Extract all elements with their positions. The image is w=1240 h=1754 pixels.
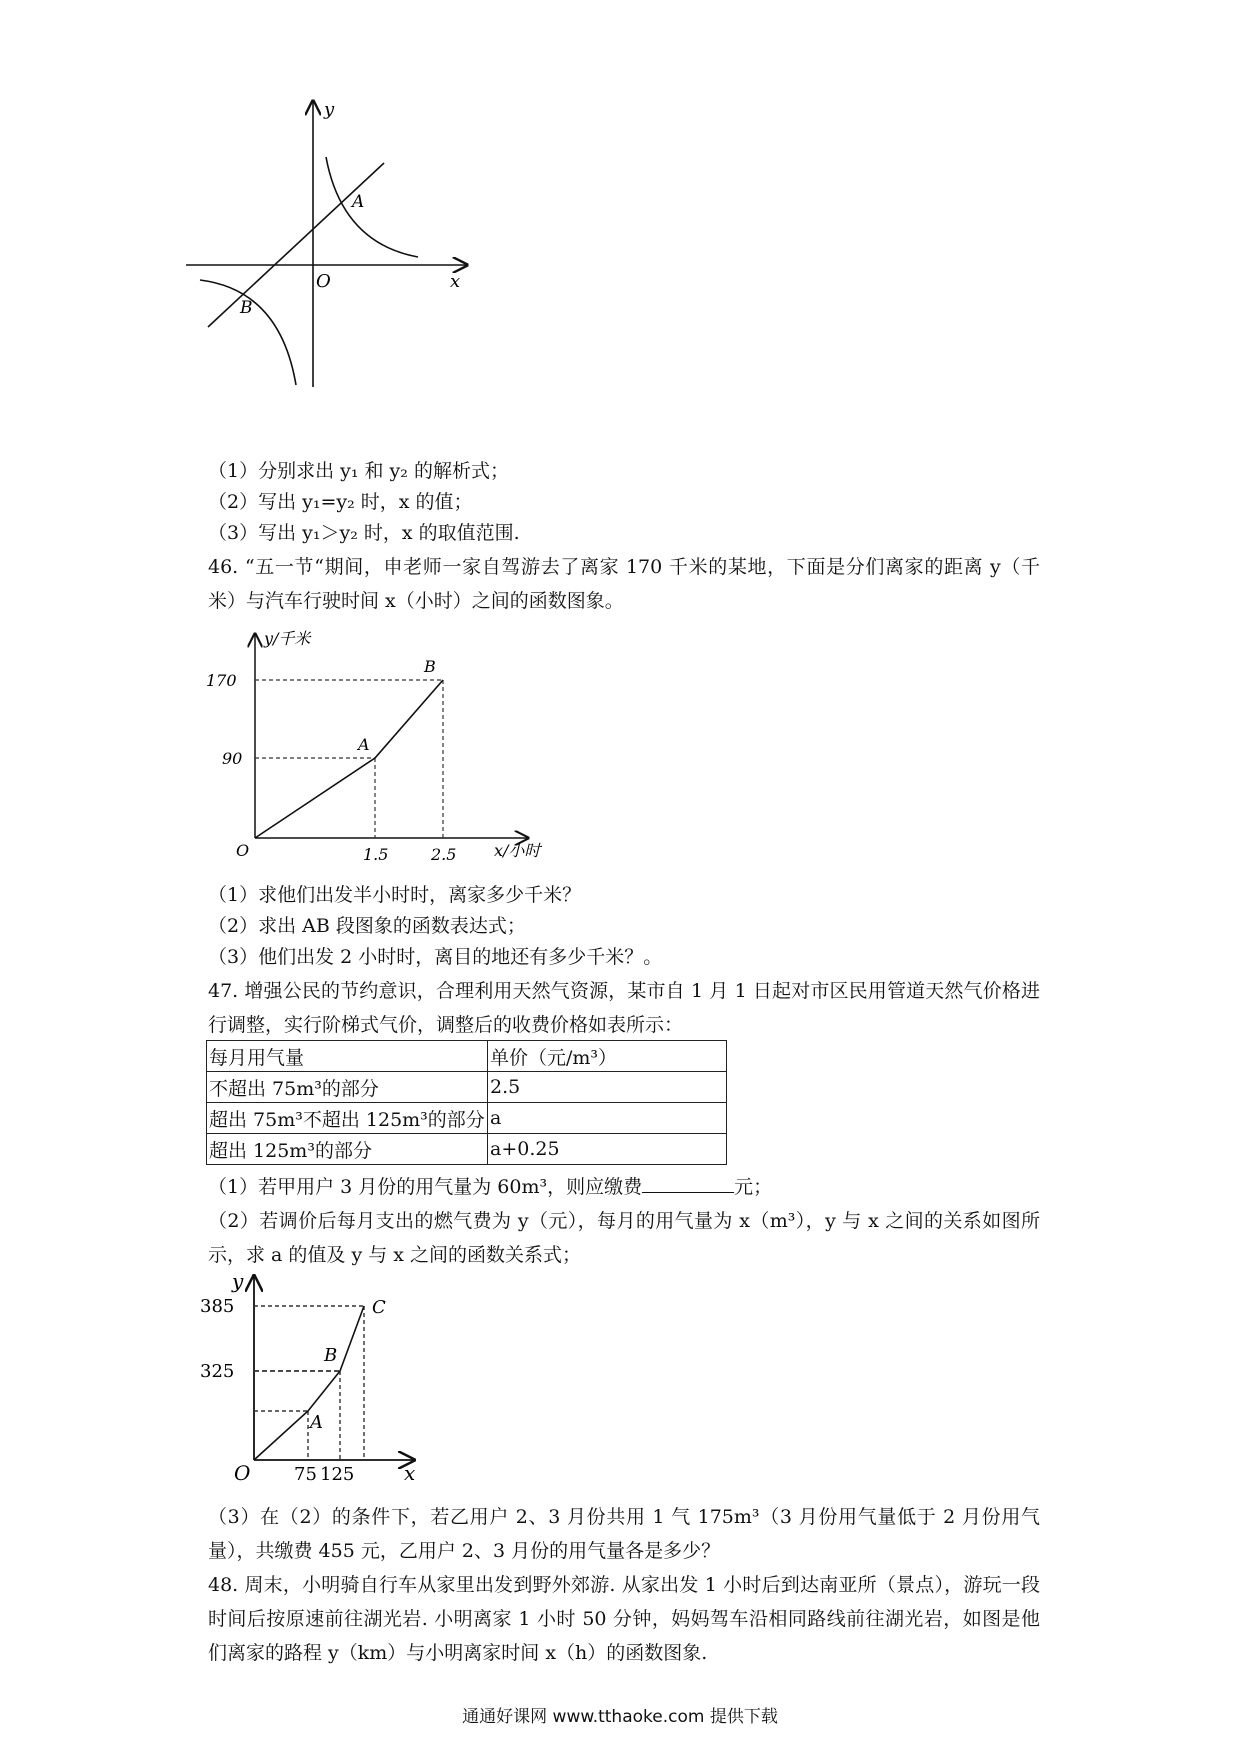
fig2-point-b: B — [424, 657, 436, 676]
q46-intro: 46. “五一节“期间，申老师一家自驾游去了离家 170 千米的某地，下面是分们离家的距离 y（千米）与汽车行驶时间 x（小时）之间的函数图象。 — [208, 556, 1040, 612]
table-header-row — [207, 1041, 727, 1072]
fig3-point-b: B — [324, 1345, 338, 1366]
q45-sub2: （2）写出 y₁=y₂ 时，x 的值； — [208, 491, 473, 513]
fig3-x-tick-75: 75 — [294, 1464, 317, 1485]
figure-distance-time — [200, 622, 560, 862]
table-header-cell: 每月用气量 — [207, 1041, 488, 1072]
table-row — [207, 1134, 727, 1165]
fig2-point-a: A — [358, 735, 370, 754]
line-y1 — [208, 163, 384, 327]
fig2-y-tick-170: 170 — [206, 671, 237, 690]
fig3-y-tick-385: 385 — [200, 1296, 235, 1317]
q47-intro: 47. 增强公民的节约意识，合理利用天然气资源，某市自 1 月 1 日起对市区民用管道天然气价格进行调整，实行阶梯式气价，调整后的收费价格如表所示： — [208, 980, 1040, 1036]
hyperbola-branch-1 — [326, 157, 418, 257]
price-table — [206, 1040, 727, 1165]
q46-sub3: （3）他们出发 2 小时时，离目的地还有多少千米？。 — [208, 946, 663, 968]
q46-sub2: （2）求出 AB 段图象的函数表达式； — [208, 915, 526, 937]
fig2-origin: O — [236, 841, 250, 860]
fig2-y-tick-90: 90 — [222, 749, 243, 768]
fig2-x-tick-25: 2.5 — [431, 845, 457, 862]
q47-sub2: （2）若调价后每月支出的燃气费为 y（元），每月的用气量为 x（m³），y 与 x 之间的关系如图所示，求 a 的值及 y 与 x 之间的函数关系式； — [208, 1210, 1040, 1266]
fig1-x-label: x — [450, 271, 461, 292]
table-row — [207, 1103, 727, 1134]
fig3-point-a: A — [310, 1412, 323, 1433]
fig2-x-tick-15: 1.5 — [363, 845, 389, 862]
q45-sub1: （1）分别求出 y₁ 和 y₂ 的解析式； — [208, 460, 509, 482]
table-header-cell: 单价（元/m³） — [488, 1041, 727, 1072]
fig3-y-tick-325: 325 — [200, 1361, 235, 1382]
fig1-origin: O — [316, 271, 331, 292]
hyperbola-branch-3 — [200, 280, 296, 385]
q45-sub3: （3）写出 y₁＞y₂ 时，x 的取值范围. — [208, 522, 520, 544]
q46-sub1: （1）求他们出发半小时时，离家多少千米？ — [208, 884, 582, 906]
answer-blank — [642, 1174, 734, 1193]
q47-sub3: （3）在（2）的条件下，若乙用户 2、3 月份共用 1 气 175m³（3 月份用气量低于 2 月份用气量），共缴费 455 元，乙用户 2、3 月份的用气量各是多少？ — [208, 1506, 1040, 1562]
segment-OABC — [254, 1306, 364, 1460]
segment-OAB — [255, 680, 443, 838]
table-row — [207, 1072, 727, 1103]
fig3-x-label: x — [404, 1461, 416, 1485]
table-cell: 超出 125m³的部分 — [207, 1134, 488, 1165]
fig3-x-tick-125: 125 — [320, 1464, 355, 1485]
fig3-point-c: C — [372, 1297, 386, 1318]
fig1-point-b: B — [240, 298, 253, 318]
page-footer: 通通好课网 www.tthaoke.com 提供下载 — [462, 1707, 778, 1727]
table-cell: 不超出 75m³的部分 — [207, 1072, 488, 1103]
q48-intro: 48. 周末，小明骑自行车从家里出发到野外郊游. 从家出发 1 小时后到达南亚所（景点），游玩一段时间后按原速前往湖光岩. 小明离家 1 小时 50 分钟，妈妈驾车沿相同路线前往湖光岩，如图是他们离家的路程 y（km）与小明离家时间 x（h）的函数图象. — [208, 1574, 1040, 1664]
table-cell: 2.5 — [488, 1072, 727, 1103]
figure-gas-fee — [196, 1268, 436, 1490]
table-cell: a+0.25 — [488, 1134, 727, 1165]
q47-sub1 — [208, 1172, 772, 1202]
fig1-y-label: y — [324, 99, 335, 120]
q47-sub1-unit: 元； — [734, 1176, 773, 1198]
fig2-x-label: x/小时 — [494, 841, 541, 860]
fig3-y-label: y — [232, 1269, 244, 1293]
fig3-origin: O — [234, 1461, 251, 1485]
q47-sub1-text: （1）若甲用户 3 月份的用气量为 60m³，则应缴费 — [208, 1176, 643, 1198]
fig2-y-label: y/千米 — [264, 629, 311, 648]
figure-line-hyperbola — [180, 95, 480, 395]
table-cell: a — [488, 1103, 727, 1134]
fig1-point-a: A — [352, 192, 365, 212]
table-cell: 超出 75m³不超出 125m³的部分 — [207, 1103, 488, 1134]
